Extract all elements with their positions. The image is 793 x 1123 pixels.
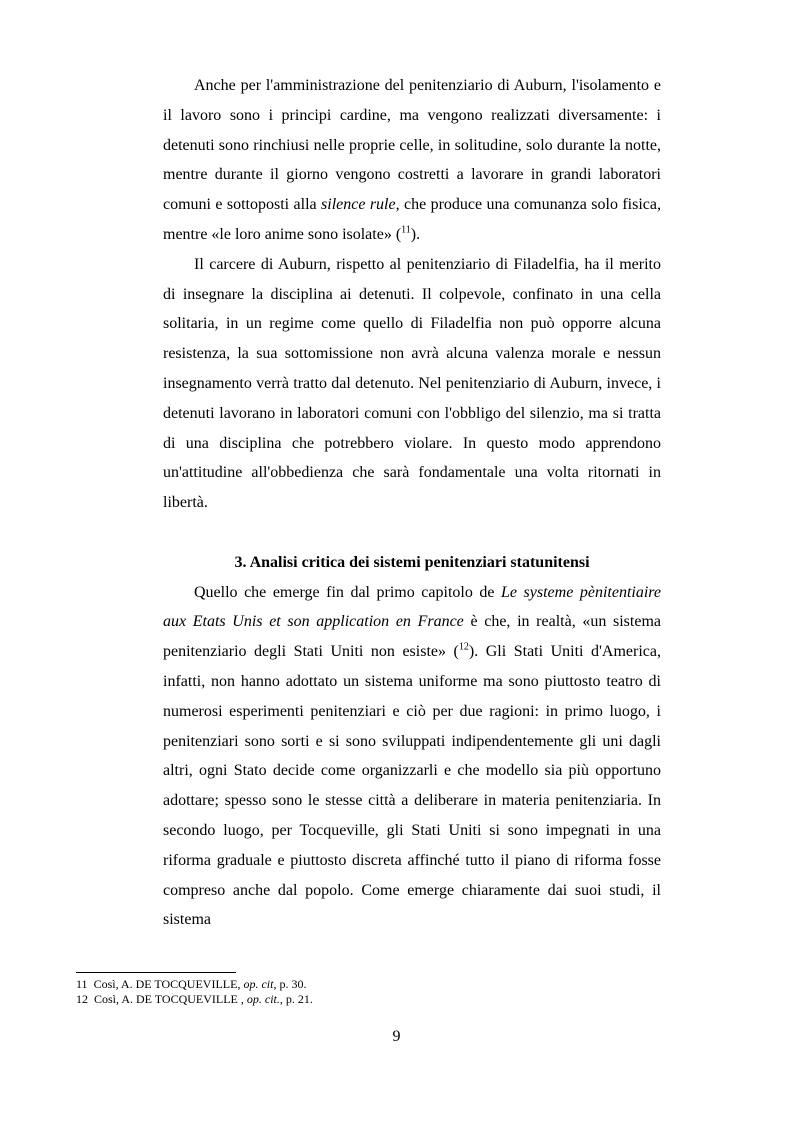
footnote-12: 12 Così, A. DE TOCQUEVILLE , op. cit., p. 21. [76,992,313,1006]
body-text [163,71,661,935]
italic-term: silence rule, [321,196,400,214]
italic-book-title: Le systeme pènitentiaire aux Etats Unis et son application en France [163,583,662,631]
footnote-ref-11[interactable]: 11 [401,224,411,236]
footnote-ref-12[interactable]: 12 [458,641,469,653]
paragraph-auburn-discipline: Il carcere di Auburn, rispetto al penitenziario di Filadelfia, ha il merito di insegnare la disciplina ai detenuti. Il colpevole, confinato in una cella solitaria, in un regime come quello di Filadelfia non può opporre alcuna resistenza, la sua sottomissione non avrà alcuna valenza morale e nessun insegnamento verrà tratto dal detenuto. Nel penitenziario di Auburn, invece, i detenuti lavorano in laboratori comuni con l'obbligo del silenzio, ma si tratta di una disciplina che potrebbero violare. In questo modo apprendono un'attitudine all'obbedienza che sarà fondamentale una volta ritornati in libertà. [163,255,661,512]
footnote-11: 11 Così, A. DE TOCQUEVILLE, op. cit, p. 30. [76,977,307,991]
section-heading: 3. Analisi critica dei sistemi penitenziari statunitensi [234,553,590,571]
footnote-separator [76,972,236,973]
footnotes [76,977,676,1007]
paragraph-analysis: Quello che emerge fin dal primo capitolo de Le systeme pènitentiaire aux Etats Unis et son application en France è che, in realtà, «un sistema penitenziario degli Stati Uniti non esiste» ($^{12}$). Gli Stati Uniti d'America, infatti, non hanno adottato un sistema uniforme ma sono piuttosto teatro di numerosi esperimenti penitenziari e ciò per due ragioni: in primo luogo, i penitenziari sono sorti e si sono sviluppati indipendentemente gli uni dagli altri, ogni Stato decide come organizzarli e che modello sia più opportuno adottare; spesso sono le stesse città a deliberare in materia penitenziaria. In secondo luogo, per Tocqueville, gli Stati Uniti si sono impegnati in una riforma graduale e piuttosto discreta affinché tutto il piano di riforma fosse compreso anche dal popolo. Come emerge chiaramente dai suoi studi, il sistema [163,583,662,929]
page-number: 9 [392,1028,401,1045]
paragraph-auburn-isolation: Anche per l'amministrazione del penitenziario di Auburn, l'isolamento e il lavoro sono i principi cardine, ma vengono realizzati diversamente: i detenuti sono rinchiusi nelle proprie celle, in solitudine, solo durante la notte, mentre durante il giorno vengono costretti a lavorare in grandi laboratori comuni e sottoposti alla silence rule, che produce una comunanza solo fisica, mentre «le loro anime sono isolate» ($^{11}$). [163,77,661,243]
